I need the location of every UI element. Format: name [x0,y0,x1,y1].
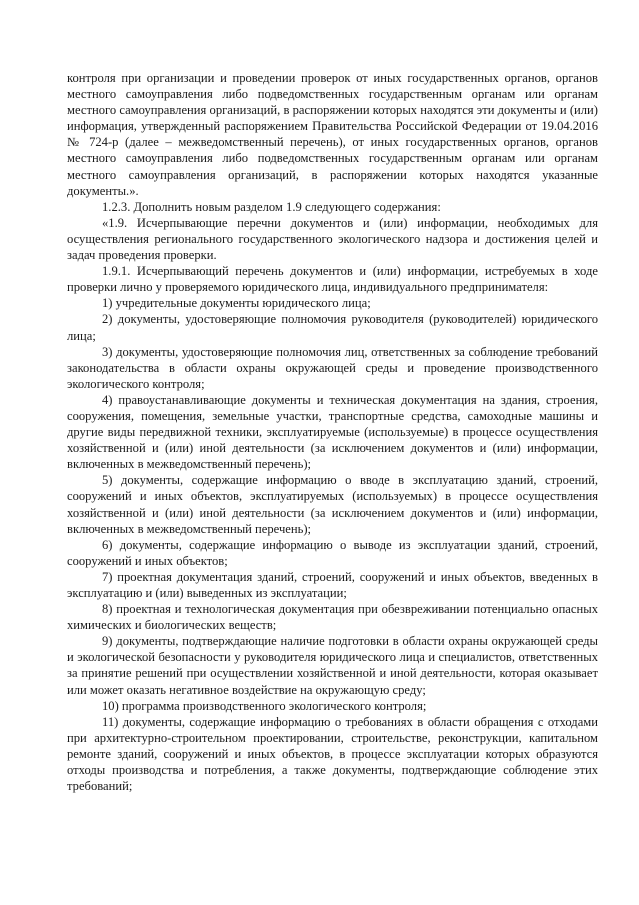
paragraph-1-9-1: 1.9.1. Исчерпывающий перечень документов и (или) информации, истребуемых в ходе проверки лично у проверяемого юридического лица, индивидуального предпринимателя: [67,264,598,295]
list-item-8: 8) проектная и технологическая документация при обезвреживании потенциально опасных химических и биологических веществ; [67,602,598,633]
list-item-11: 11) документы, содержащие информацию о требованиях в области обращения с отходами при архитектурно-строительном проектировании, строительстве, реконструкции, капитальном ремонте зданий, сооружений и иных объектов, в процессе эксплуатации которых образуются отходы производства и потребления, а также документы, подтверждающие соблюдение этих требований; [67,714,598,794]
document-body [67,70,598,794]
list-item-3: 3) документы, удостоверяющие полномочия лиц, ответственных за соблюдение требований законодательства в области охраны окружающей среды и проведение производственного экологического контроля; [67,344,598,391]
list-item-7: 7) проектная документация зданий, строений, сооружений и иных объектов, введенных в эксплуатацию и (или) выведенных из эксплуатации; [67,569,598,600]
list-item-5: 5) документы, содержащие информацию о вводе в эксплуатацию зданий, строений, сооружений и иных объектов, эксплуатируемых (используемых) в процессе осуществления хозяйственной и (или) иной деятельности (за исключением документов и (или) информации, включенных в межведомственный перечень); [67,473,598,536]
paragraph-1-9: «1.9. Исчерпывающие перечни документов и (или) информации, необходимых для осуществления регионального государственного экологического надзора и достижения целей и задач проведения проверки. [67,215,598,263]
list-item-10: 10) программа производственного экологического контроля; [102,698,427,713]
list-item-1: 1) учредительные документы юридического лица; [102,296,371,311]
list-item-4: 4) правоустанавливающие документы и техническая документация на здания, строения, сооружения, помещения, земельные участки, транспортные средства, самоходные машины и другие виды передвижной техники, эксплуатируемые (используемые) в процессе осуществления хозяйственной и (или) иной деятельности (за исключением документов и (или) информации, включенных в межведомственный перечень); [67,392,598,472]
list-item-6: 6) документы, содержащие информацию о выводе из эксплуатации зданий, строений, сооружений и иных объектов; [67,537,598,568]
list-item-2: 2) документы, удостоверяющие полномочия руководителя (руководителей) юридического лица; [67,312,598,343]
paragraph-continuation: контроля при организации и проведении проверок от иных государственных органов, органов местного самоуправления либо подведомственных государственным органам или органам местного самоуправления организаций, в распоряжении которых находятся эти документы и (или) информация, утвержденный распоряжением Правительства Российской Федерации от 19.04.2016 № 724-р (далее – межведомственный перечень), от иных государственных органов, органов местного самоуправления либо подведомственных государственным органам или органам местного самоуправления организаций, в распоряжении которых находятся указанные документы.». [67,71,598,198]
paragraph-1-2-3: 1.2.3. Дополнить новым разделом 1.9 следующего содержания: [102,199,441,214]
list-item-9: 9) документы, подтверждающие наличие подготовки в области охраны окружающей среды и экологической безопасности у руководителя юридического лица и специалистов, ответственных за принятие решений при осуществлении хозяйственной и иной деятельности, которая оказывает или может оказать негативное воздействие на окружающую среду; [67,634,598,697]
